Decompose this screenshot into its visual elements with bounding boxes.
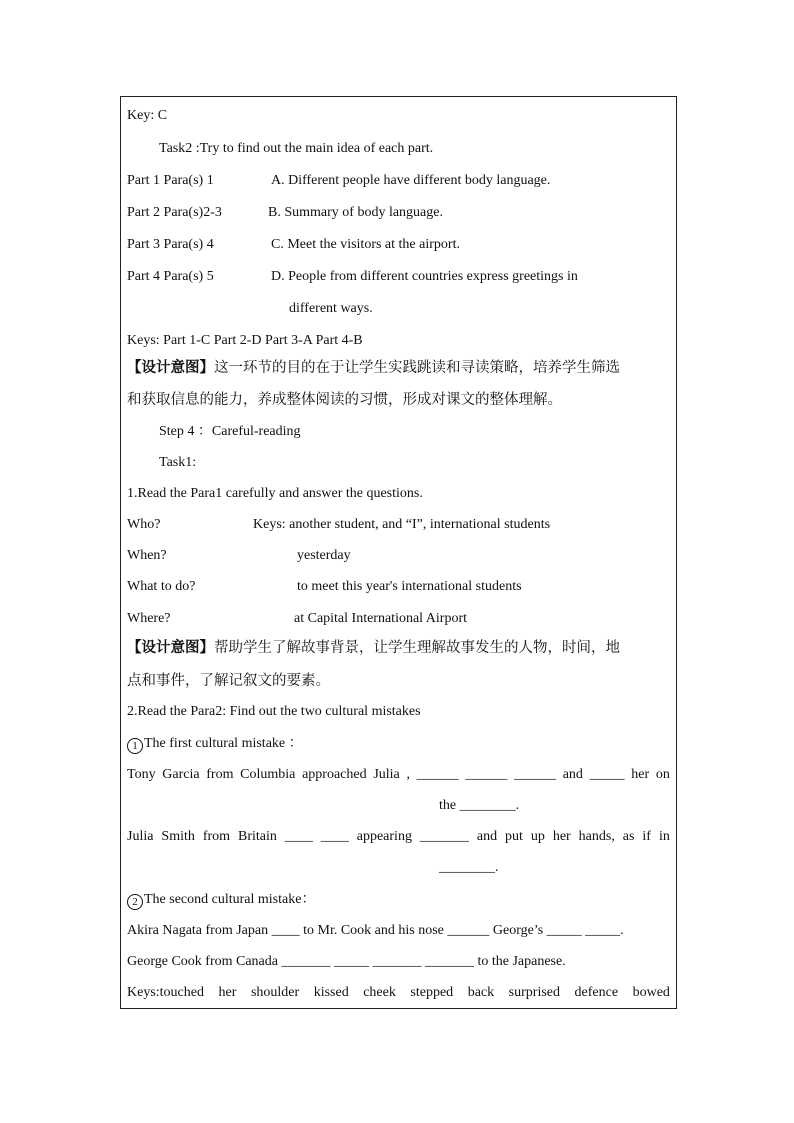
word: ______ (465, 767, 508, 782)
word: ______ (416, 767, 459, 782)
word: her (552, 829, 571, 844)
word: shoulder (250, 985, 300, 1000)
word: Garcia (162, 767, 200, 782)
word: on (655, 767, 670, 782)
part2-label: Part 2 Para(s)2-3 (127, 205, 222, 220)
key-c: Key: C (127, 108, 168, 123)
word: kissed (313, 985, 349, 1000)
q1-when: When? (127, 548, 167, 563)
question1-title: 1.Read the Para1 carefully and answer the questions. (127, 486, 423, 501)
word: Keys:touched (127, 985, 204, 1000)
word: from (206, 767, 234, 782)
q1-who-answer: Keys: another student, and “I”, international students (253, 517, 551, 532)
design-intent-1 (127, 360, 620, 376)
word: surprised (508, 985, 560, 1000)
design-intent-2 (127, 640, 620, 656)
part4-idea: D. People from different countries express greetings in (271, 269, 578, 284)
word: put (505, 829, 523, 844)
word: Britain (238, 829, 277, 844)
julia-sentence (127, 829, 670, 845)
mistake1-title: The first cultural mistake ： (144, 736, 303, 751)
circled-number-1: 1 (127, 738, 143, 754)
word: up (530, 829, 545, 844)
mistake1-heading (127, 736, 303, 754)
word: _______ (419, 829, 469, 844)
q1-where: Where? (127, 611, 171, 626)
design-intent-1-text-a: 这一环节的目的在于让学生实践跳读和寻读策略，培养学生筛选 (214, 360, 620, 376)
word: _____ (589, 767, 625, 782)
q1-what: What to do? (127, 579, 196, 594)
julia-sentence-continued: ________. (439, 860, 499, 875)
design-intent-1-label: 【设计意图】 (127, 360, 214, 376)
q1-what-answer: to meet this year's international students (297, 579, 522, 594)
step4-title: Step 4 ：Careful-reading (159, 424, 301, 439)
part2-idea: B. Summary of body language. (268, 205, 443, 220)
circled-number-2: 2 (127, 894, 143, 910)
keys-mistakes (127, 985, 670, 1001)
task1-title: Task1: (159, 455, 197, 470)
word: her (631, 767, 650, 782)
word: bowed (632, 985, 670, 1000)
word: in (658, 829, 670, 844)
word: Smith (161, 829, 195, 844)
design-intent-1-text-b: 和获取信息的能力，养成整体阅读的习惯，形成对课文的整体理解。 (127, 392, 562, 408)
word: appearing (356, 829, 412, 844)
word: from (202, 829, 231, 844)
word: if (642, 829, 651, 844)
word: , (406, 767, 410, 782)
word: Columbia (240, 767, 296, 782)
q1-where-answer: at Capital International Airport (294, 611, 468, 626)
word: Julia (373, 767, 400, 782)
word: and (562, 767, 583, 782)
part4-label: Part 4 Para(s) 5 (127, 269, 214, 284)
part1-idea: A. Different people have different body language. (271, 173, 551, 188)
part1-label: Part 1 Para(s) 1 (127, 173, 214, 188)
word: and (476, 829, 498, 844)
word: Julia (127, 829, 154, 844)
word: defence (574, 985, 619, 1000)
q1-when-answer: yesterday (297, 548, 351, 563)
word: approached (302, 767, 367, 782)
word: hands, (578, 829, 615, 844)
part4-idea-continued: different ways. (289, 301, 373, 316)
document-table-cell (120, 96, 677, 1009)
word: her (218, 985, 237, 1000)
mistake2-title: The second cultural mistake： (144, 892, 316, 907)
akira-sentence: Akira Nagata from Japan ____ to Mr. Cook and his nose ______ George’s _____ _____. (127, 923, 624, 938)
question2-title: 2.Read the Para2: Find out the two cultural mistakes (127, 704, 421, 719)
word: Tony (127, 767, 156, 782)
keys-parts: Keys: Part 1-C Part 2-D Part 3-A Part 4-B (127, 333, 363, 348)
part3-label: Part 3 Para(s) 4 (127, 237, 214, 252)
george-sentence: George Cook from Canada _______ _____ _______ _______ to the Japanese. (127, 954, 566, 969)
word: ____ (284, 829, 313, 844)
q1-who: Who? (127, 517, 161, 532)
design-intent-2-text-b: 点和事件，了解记叙文的要素。 (127, 673, 330, 689)
word: stepped (410, 985, 454, 1000)
mistake2-heading (127, 892, 315, 910)
tony-sentence (127, 767, 670, 783)
task2-title: Task2 :Try to find out the main idea of each part. (159, 141, 434, 156)
word: ____ (320, 829, 349, 844)
word: as (622, 829, 635, 844)
design-intent-2-text-a: 帮助学生了解故事背景，让学生理解故事发生的人物，时间，地 (214, 640, 620, 656)
word: cheek (363, 985, 396, 1000)
tony-sentence-continued: the ________. (439, 798, 520, 813)
part3-idea: C. Meet the visitors at the airport. (271, 237, 460, 252)
word: ______ (514, 767, 557, 782)
design-intent-2-label: 【设计意图】 (127, 640, 214, 656)
word: back (467, 985, 495, 1000)
